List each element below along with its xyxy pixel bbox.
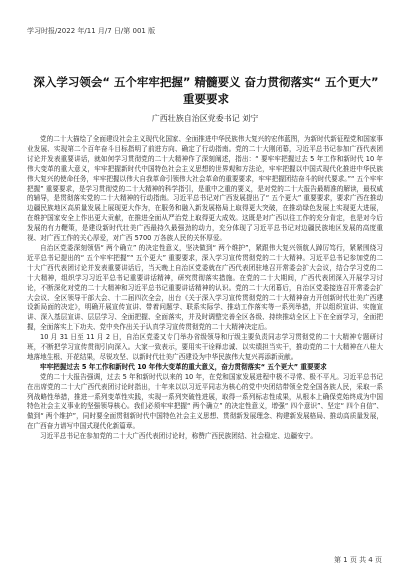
publication-header: 学习时报/2022 年/11 月/7 日/第 001 版: [27, 27, 156, 35]
paragraph: 党的二十大报告强调，过去 5 年和新时代以来的 10 年，在党和国家发展进程中极不寻常、极不平凡。习近平总书记在出席党的二十大广西代表团讨论时指出，十年来以以习近平同志为核心的党中央团结带领全党全国各族人民，采取一系列战略性举措，推进一系列变革性实践，实现一系列突破性进展，取得一系列标志性成果，从根本上确保党始终成为中国特色社会主义事业的坚强领导核心。我们必须牢牢把握“ 两个确立” 的决定性意义，增强“ 四个意识”、坚定“ 四个自信”、做到“ 两个维护”，同时要全面贯彻新时代中国特色社会主义思想、贯彻新发展理念、构建新发展格局、推动高质量发展，在广西奋力谱写中国式现代化新篇章。: [27, 372, 383, 431]
page-number: 第 1 页 共 4 页: [333, 556, 382, 564]
article-title: 深入学习领会“ 五个牢牢把握” 精髓要义 奋力贯彻落实“ 五个更大” 重要要求: [33, 75, 379, 106]
paragraph: 10 月 31 日至 11 月 2 日，自治区党委又专门举办省级领导和厅级主要负责同志学习贯彻党的二十大精神专题研讨班，不断把学习宣传贯彻引向深入。大家一致表示，要用实干诠释忠诚、以实绩担当实干，推动党的二十大精神在八桂大地落地生根、开花结果，尽锐攻坚、以新时代壮美广西建设为中华民族伟大复兴再添新贡献。: [27, 333, 383, 361]
article-body: [27, 135, 383, 442]
paragraph: 党的二十大描绘了全面建设社会主义现代化国家、全面推进中华民族伟大复兴的宏伟蓝图，为新时代新征程党和国家事业发展、实现第二个百年奋斗目标指明了前进方向、确定了行动指南。党的二十大刚闭幕，习近平总书记参加广西代表团讨论并发表重要讲话，就如何学习贯彻党的二十大精神作了深刻阐述，指出：“ 要牢牢把握过去 5 年工作和新时代 10 年伟大变革的重大意义，牢牢把握新时代中国特色社会主义思想的世界观和方法论，牢牢把握以中国式现代化推进中华民族伟大复兴的使命任务，牢牢把握以伟大自我革命引领伟大社会革命的重要要求，牢牢把握团结奋斗的时代要求。”“ 五个牢牢把握” 重要要求，是学习贯彻党的二十大精神的科学指引，是重中之重的要义，是对党的二十大报告最精准的解读，最权威的辅导，是贯彻落实党的二十大精神的行动指南。习近平总书记对广西发展提出了“ 五个更大” 重要要求，要求广西在推动边疆民族地区高质量发展上展现更大作为，在服务和融入新发展格局上取得更大突破，在推动绿色发展上实现更大进展，在维护国家安全上作出更大贡献，在推进全面从严治党上取得更大成效。这既是对广西以往工作的充分肯定，也是对今后发展的有力鞭策，是建设新时代壮美广西最持久最强劲的动力，充分体现了习近平总书记对边疆民族地区发展的高度重视、对广西工作的关心厚爱，对广西 5700 万各族人民的关怀厚爱。: [27, 135, 383, 243]
article-author: 广西壮族自治区党委书记 刘宁: [151, 114, 259, 123]
paragraph: 自治区党委深刻领悟“ 两个确立” 的决定性意义，坚决做到“ 两个维护”，紧跟伟大复兴领航人踔厉笃行，紧紧围绕习近平总书记提出的“ 五个牢牢把握”“ 五个更大” 重要要求，深入学习宣传贯彻党的二十大精神。习近平总书记参加党的二十大广西代表团讨论并发表重要讲话后，当天晚上自治区党委就在广西代表团驻地召开常委会扩大会议，结合学习党的二十大精神，组织学习习近平总书记重要讲话精神，研究贯彻落实措施。在党的二十大期间，广西代表团深入开展学习讨论，不断深化对党的二十大精神和习近平总书记重要讲话精神的认识。党的二十大闭幕后，自治区党委接连召开常委会扩大会议、全区领导干部大会、十二届四次全会，出台《关于深入学习宣传贯彻党的二十大精神奋力开创新时代壮美广西建设新局面的决定》，明确开展宣传宣讲、带着问题学、联系实际学、推动工作落实等一系列举措，并以组织宣讲、实施宣讲、深入基层宣讲、层层学习、全面把握、全面落实，并及时调整完善全区各级、持续推动全区上下在全面学习，全面把握，全面落实上下功夫、党中央作出关于认真学习宣传贯彻党的二十大精神决定后。: [27, 243, 383, 332]
section-heading: 牢牢把握过去 5 年工作和新时代 10 年伟大变革的重大意义，奋力贯彻落实“ 五个更大” 重要要求: [40, 362, 327, 371]
paragraph: 习近平总书记在参加党的二十大广西代表团讨论时，称赞广西民族团结、社会稳定、边疆安宁。: [40, 432, 317, 441]
